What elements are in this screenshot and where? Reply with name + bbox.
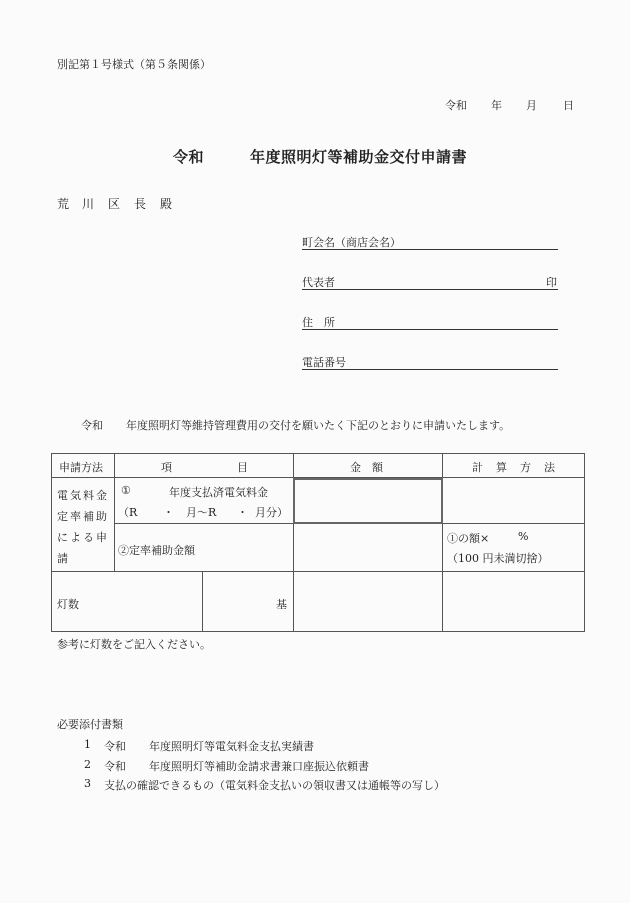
- row1-num: ①: [121, 484, 131, 497]
- field-underline: [302, 249, 558, 250]
- attachment-era: 令和: [104, 740, 126, 753]
- field-underline: [302, 329, 558, 330]
- lamp-note: 参考に灯数をご記入ください。: [57, 638, 211, 651]
- lamp-unit: 基: [276, 598, 287, 611]
- row1-month-range: 月～R: [186, 506, 217, 519]
- lamp-label: 灯数: [57, 598, 79, 611]
- addressee-char: 殿: [160, 197, 173, 211]
- calc-formula: ①の額×: [447, 532, 490, 545]
- row1-dot: ・: [163, 506, 174, 519]
- addressee-char: 川: [82, 197, 95, 211]
- date-month: 月: [526, 99, 537, 112]
- attachment-num: 1: [84, 738, 91, 751]
- method-line: 請: [57, 552, 68, 565]
- title-era: 令和: [173, 148, 205, 166]
- form-reference: 別記第１号様式（第５条関係）: [57, 58, 211, 71]
- attachment-era: 令和: [104, 760, 126, 773]
- amount-input-electricity[interactable]: [293, 478, 443, 524]
- lamp-calc-cell: [443, 572, 584, 631]
- table-border: [51, 453, 52, 632]
- field-label: 町会名（商店会名）: [302, 236, 401, 249]
- method-line: 電気料金: [57, 489, 109, 502]
- statement-text: 年度照明灯等維持管理費用の交付を願いたく下記のとおりに申請いたします。: [126, 419, 511, 432]
- header-item-1: 項: [161, 461, 172, 474]
- row1-dot: ・: [237, 506, 248, 519]
- statement-era: 令和: [81, 419, 103, 432]
- field-underline: [302, 289, 558, 290]
- attachment-text: 年度照明灯等電気料金支払実績書: [149, 740, 314, 753]
- header-calc: 計 算 方 法: [472, 461, 556, 474]
- attachment-num: 3: [84, 777, 91, 790]
- table-border: [51, 631, 585, 632]
- amount-input-subsidy[interactable]: [294, 524, 442, 571]
- row1-period-start: （R: [118, 506, 138, 519]
- lamp-amount-cell: [294, 572, 442, 631]
- title-text: 年度照明灯等補助金交付申請書: [250, 148, 468, 166]
- header-amount: 金 額: [350, 461, 383, 474]
- attachment-num: 2: [84, 758, 91, 771]
- attachments-heading: 必要添付書類: [57, 718, 123, 731]
- table-border: [584, 453, 585, 632]
- attachment-text: 支払の確認できるもの（電気料金支払いの領収書又は通帳等の写し）: [104, 779, 445, 792]
- row1-month-end: 月分）: [255, 506, 288, 519]
- header-method: 申請方法: [59, 461, 103, 474]
- method-line: による申: [57, 531, 109, 544]
- row1-label: 年度支払済電気料金: [169, 486, 268, 499]
- field-label: 住 所: [302, 316, 335, 329]
- method-line: 定率補助: [57, 510, 109, 523]
- table-border: [51, 453, 585, 454]
- table-border: [114, 453, 115, 571]
- addressee-char: 区: [108, 197, 121, 211]
- date-era: 令和: [445, 99, 467, 112]
- calc-rounding-note: （100 円未満切捨）: [447, 552, 549, 565]
- addressee-char: 長: [134, 197, 147, 211]
- calc-percent: %: [518, 530, 529, 543]
- attachment-text: 年度照明灯等補助金請求書兼口座振込依頼書: [149, 760, 369, 773]
- field-label: 代表者: [302, 276, 335, 289]
- date-year: 年: [491, 99, 502, 112]
- header-item-2: 目: [237, 461, 248, 474]
- seal-mark: 印: [546, 276, 557, 289]
- date-day: 日: [563, 99, 574, 112]
- row2-label: ②定率補助金額: [118, 544, 195, 557]
- addressee-char: 荒: [57, 197, 70, 211]
- field-label: 電話番号: [302, 356, 346, 369]
- field-underline: [302, 369, 558, 370]
